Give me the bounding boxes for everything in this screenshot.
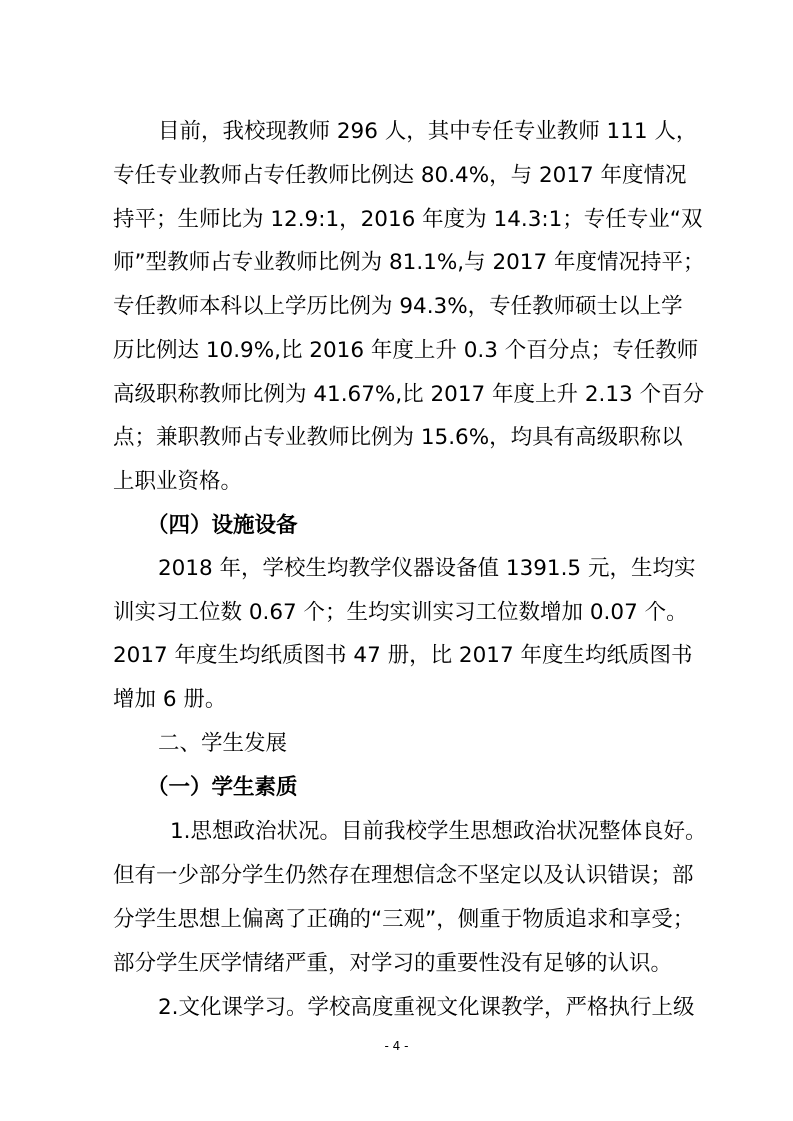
section-heading-facilities: （四）设施设备 xyxy=(147,513,298,538)
paragraph-line: 2.文化课学习。学校高度重视文化课教学，严格执行上级 xyxy=(158,995,695,1020)
paragraph-line: 专任专业教师占专任教师比例达 80.4%，与 2017 年度情况 xyxy=(113,163,687,188)
paragraph-line: 分学生思想上偏离了正确的“三观”，侧重于物质追求和享受； xyxy=(113,907,695,932)
paragraph-line: 1.思想政治状况。目前我校学生思想政治状况整体良好。 xyxy=(170,819,707,844)
paragraph-line: 2017 年度生均纸质图书 47 册，比 2017 年度生均纸质图书 xyxy=(113,643,693,668)
paragraph-line: 部分学生厌学情绪严重，对学习的重要性没有足够的认识。 xyxy=(113,951,673,976)
paragraph-line: 训实习工位数 0.67 个；生均实训实习工位数增加 0.07 个。 xyxy=(113,600,688,625)
paragraph-line: 2018 年，学校生均教学仪器设备值 1391.5 元，生均实 xyxy=(158,556,696,581)
paragraph-line: 点；兼职教师占专业教师比例为 15.6%，均具有高级职称以 xyxy=(113,425,683,450)
paragraph-line: 专任教师本科以上学历比例为 94.3%，专任教师硕士以上学 xyxy=(113,294,683,319)
paragraph-line: 但有一少部分学生仍然存在理想信念不坚定以及认识错误；部 xyxy=(113,863,694,888)
section-heading-student-quality: （一）学生素质 xyxy=(147,775,298,800)
paragraph-line: 上职业资格。 xyxy=(113,469,243,494)
paragraph-line: 历比例达 10.9%,比 2016 年度上升 0.3 个百分点；专任教师 xyxy=(113,338,699,363)
paragraph-line: 师”型教师占专业教师比例为 81.1%,与 2017 年度情况持平； xyxy=(113,250,705,275)
paragraph-line: 目前，我校现教师 296 人，其中专任专业教师 111 人， xyxy=(158,119,698,144)
page-number: - 4 - xyxy=(384,1039,409,1053)
paragraph-line: 增加 6 册。 xyxy=(113,687,227,712)
paragraph-line: 持平；生师比为 12.9:1，2016 年度为 14.3:1；专任专业“双 xyxy=(113,207,703,232)
chapter-heading-student-development: 二、学生发展 xyxy=(158,731,288,756)
paragraph-line: 高级职称教师比例为 41.67%,比 2017 年度上升 2.13 个百分 xyxy=(113,382,705,407)
